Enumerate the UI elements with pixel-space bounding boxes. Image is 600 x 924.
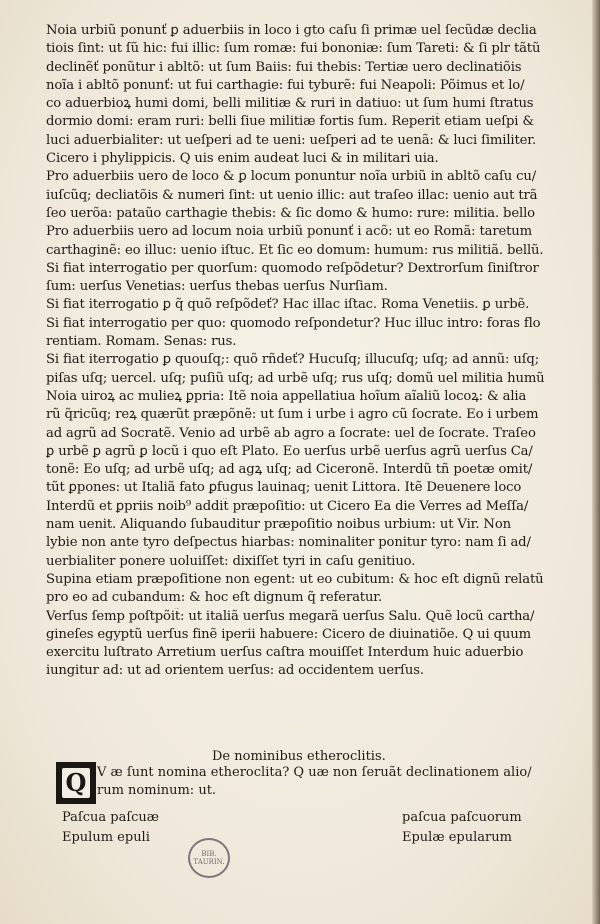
text-line: ꝑ urbẽ ꝑ agrũ ꝑ locũ i quo eſt Plato. Eo uerſus urbẽ uerſus agrũ uerſus Ca/ [46, 443, 533, 459]
text-line: dormio domi: eram ruri: belli ſiue militiæ fortis ſum. Reperit̃ etiam ueſpi & [46, 114, 534, 130]
main-text-block [46, 22, 566, 681]
initial-letter: Q [65, 768, 87, 797]
text-line: rũ q̃ricũq; reꝝ quærũt præpõnẽ: ut ſum i urbe i agro cũ ſocrate. Eo i urbem [46, 407, 539, 423]
text-line: Verſus ſemp poſtpõit̃: ut italiã uerſus megarã uerſus Salu. Quẽ locũ cartha/ [46, 608, 535, 624]
decorated-initial [56, 762, 96, 804]
intro-text [97, 764, 567, 800]
text-line: Si fiat interrogatio per quo: quomodo reſpondetur? Huc illuc intro: foras flo [46, 315, 541, 331]
text-line: iungitur ad: ut ad orientem uerſus: ad occidentem uerſus. [46, 663, 424, 679]
text-line: carthaginẽ: eo illuc: uenio iſtuc. Et ſic eo domum: humum: rus militiã. bellũ. [46, 242, 544, 258]
text-line: ad agrũ ad Socratẽ. Venio ad urbẽ ab agro a ſocrate: uel de ſocrate. Traſeo [46, 425, 536, 441]
text-line: nam uenit. Aliquando ſubauditur præpoſitio noibus urbium: ut Vir. Non [46, 517, 511, 533]
text-line: Si fiat iterrogatio ꝑ quouſq;: quõ rñdeť? Hucuſq; illucuſq; uſq; ad annũ: uſq; [46, 352, 540, 368]
text-line: ſeo uerõa: pataũo carthagie thebis: & ſic domo & humo: rure: militia. bello [46, 205, 535, 221]
text-line: co aduerbioꝝ humi domi, belli militiæ & ruri in datiuo: ut ſum humi ſtratus [46, 96, 534, 112]
example-item: paſcua paſcuorum [402, 810, 522, 825]
examples-left-column [62, 808, 159, 848]
examples-right-column [402, 808, 522, 848]
text-line: Interdũ et ꝑpriis noib⁹ addit̃ præpoſitio: ut Cicero Ea die Verres ad Meſſa/ [46, 498, 529, 514]
text-line: Cicero i phylippicis. Q uis enim audeat luci & in militari uia. [46, 151, 439, 167]
example-item: Paſcua paſcuæ [62, 810, 160, 825]
text-line: declinẽť ponũtur i abltõ: ut ſum Baiis: fui thebis: Tertiæ uero declinatiõis [46, 59, 522, 75]
intro-line: V æ ſunt nomina etheroclita? Q uæ non ſeruãt declinationem alio/ [97, 765, 532, 780]
text-line: noĩa i abltõ ponunť: ut fui carthagie: fui tyburẽ: fui Neapoli: Põimus et lo/ [46, 77, 525, 93]
text-line: iuſcũq; decliatõis & numeri ſint: ut uenio illic: aut traſeo illac: uenio aut trã [46, 187, 538, 203]
example-item: Epulum epuli [62, 830, 150, 845]
text-line: lybie non ante tyro deſpectus hiarbas: nominaliter ponitur tyro: nam ſi ad/ [46, 535, 531, 551]
section-heading: De nominibus etheroclitis. [212, 749, 386, 764]
initial-frame [62, 768, 90, 798]
text-line: Pro aduerbiis uero de loco & ꝑ locum ponuntur noĩa urbiũ in abltõ caſu cu/ [46, 169, 537, 185]
text-line: piſas uſq; uercel. uſq; puſiũ uſq; ad urbẽ uſq; rus uſq; domũ uel militia humũ [46, 370, 545, 386]
text-line: uerbialiter ponere uoluiſſet: dixiſſet tyri in caſu genitiuo. [46, 553, 416, 569]
text-line: gineſes egyptũ uerſus finẽ iperii habuere: Cicero de diuinatiõe. Q ui quum [46, 626, 531, 642]
text-line: Si fiat iterrogatio ꝑ q̃ quõ reſpõdeť? Hac illac iſtac. Roma Venetiis. ꝑ urbẽ. [46, 297, 530, 313]
intro-line: rum nominum: ut. [97, 783, 217, 798]
text-line: Noia urbiũ ponunť ꝑ aduerbiis in loco i gto caſu ſi primæ uel ſecũdæ declia [46, 23, 537, 38]
text-line: tũt ꝑpones: ut Italiã fato ꝑfugus lauinaq; uenit Littora. Itẽ Deuenere loco [46, 480, 522, 496]
text-line: rentiam. Romam. Senas: rus. [46, 334, 237, 350]
text-line: tonẽ: Eo uſq; ad urbẽ uſq; ad agꝝ uſq; ad Ciceronẽ. Interdũ tñ poetæ omit/ [46, 462, 533, 478]
text-line: Pro aduerbiis uero ad locum noia urbiũ ponunť i acõ: ut eo Romã: taretum [46, 224, 533, 240]
text-line: Noia uiroꝝ ac mulieꝝ ꝑpria: Itẽ noia appellatiua hoĩum aĩaliũ locoꝝ: & alia [46, 388, 527, 404]
text-line: ſum: uerſus Venetias: uerſus thebas uerſus Nurſiam. [46, 279, 388, 295]
text-line: pro eo ad cubandum: & hoc eſt dignum q̃ referatur. [46, 590, 383, 606]
text-line: Supina etiam præpoſitione non egent: ut eo cubitum: & hoc eſt dignũ relatũ [46, 571, 544, 587]
stamp-text: BIB. TAURIN. [193, 850, 225, 866]
text-line: tiois ſint: ut ſũ hic: fui illic: ſum romæ: fui bononiæ: ſum Tareti: & ſi plr tãtũ [46, 41, 541, 57]
library-stamp [188, 838, 230, 878]
binding-gutter [592, 0, 600, 924]
text-line: Si fiat interrogatio per quorſum: quomodo reſpõdetur? Dextrorſum ſiniſtror [46, 260, 539, 276]
text-line: exercitu luſtrato Arretium uerſus caſtra mouiſſet Interdum huic aduerbio [46, 645, 524, 661]
example-item: Epulæ epularum [402, 830, 512, 845]
text-line: luci aduerbialiter: ut ueſperi ad te ueni: ueſperi ad te uenã: & luci ſimiliter. [46, 132, 537, 148]
